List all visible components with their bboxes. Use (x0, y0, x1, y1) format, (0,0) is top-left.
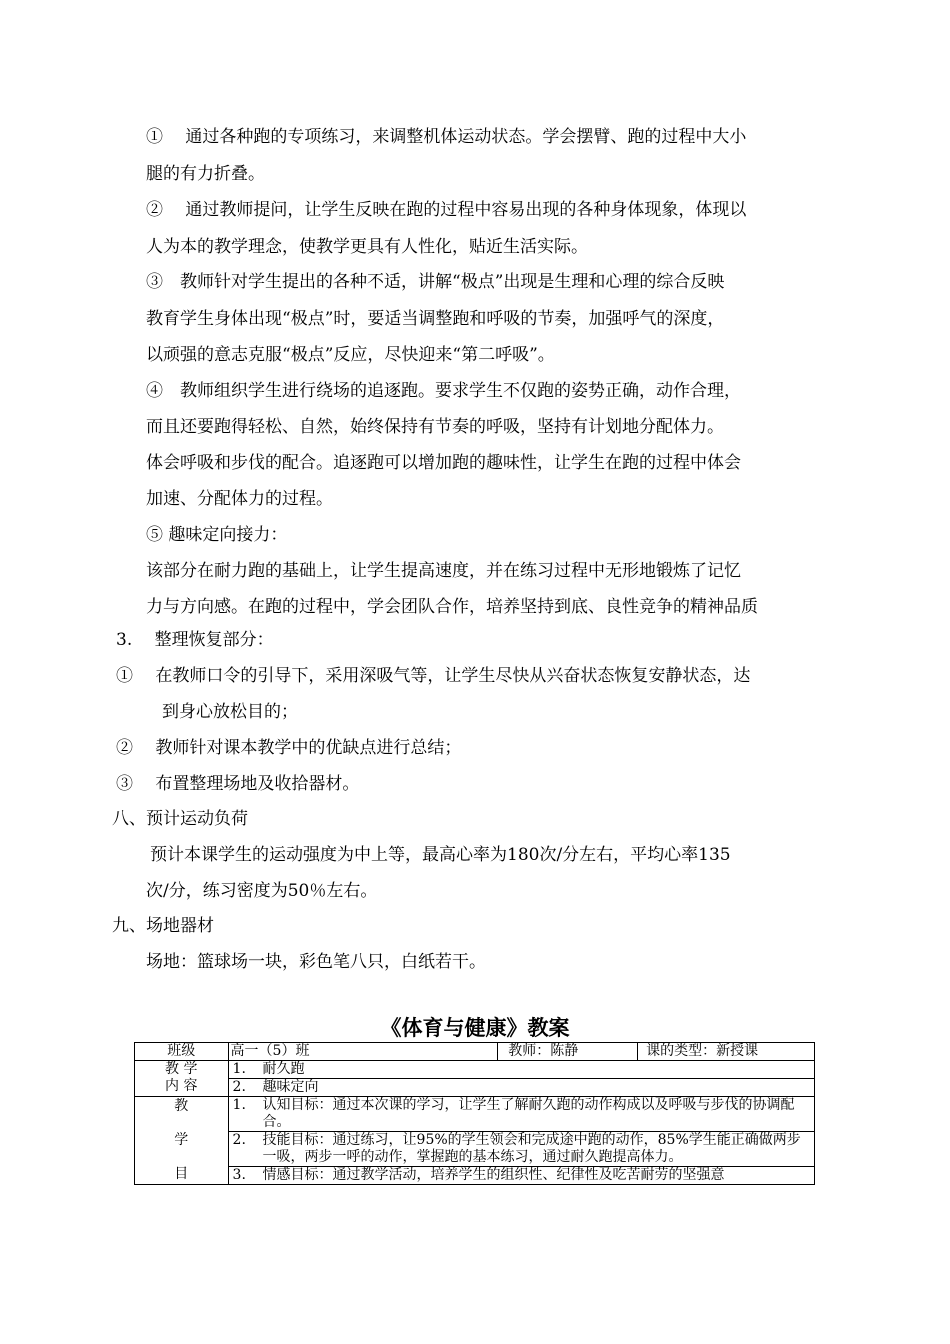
item-number: 1. (232, 1097, 246, 1113)
body-line: 到身心放松目的； (162, 702, 298, 722)
section-heading: 3. 整理恢复部分： (116, 630, 274, 650)
item-number: 1. (232, 1061, 246, 1077)
class-value: 高一（5）班 (228, 1043, 498, 1061)
body-line: ③ 布置整理场地及收拾器材。 (116, 774, 360, 794)
teacher-cell: 教师：陈静 (498, 1043, 638, 1061)
item-text: 情感目标：通过教学活动，培养学生的组织性、纪律性及吃苦耐劳的坚强意 (262, 1167, 725, 1183)
body-line: ④ 教师组织学生进行绕场的追逐跑。要求学生不仅跑的姿势正确，动作合理， (146, 381, 741, 401)
list-item (229, 1166, 814, 1184)
list-item (229, 1097, 814, 1131)
list-item (229, 1131, 814, 1166)
body-line: 次/分，练习密度为50％左右。 (146, 881, 378, 901)
goal-label (135, 1097, 229, 1185)
list-item (229, 1078, 814, 1096)
item-text: 耐久跑 (262, 1061, 305, 1077)
section-heading: 九、场地器材 (112, 916, 214, 936)
body-line: ① 通过各种跑的专项练习，来调整机体运动状态。学会摆臂、跑的过程中大小 (146, 127, 747, 147)
body-line: ③ 教师针对学生提出的各种不适，讲解“极点”出现是生理和心理的综合反映 (146, 272, 725, 292)
goal-label-line: 目 (174, 1166, 189, 1182)
item-text: 趣味定向 (262, 1079, 319, 1095)
item-number: 2. (232, 1132, 246, 1148)
body-line: 腿的有力折叠。 (146, 164, 265, 184)
body-line: 而且还要跑得轻松、自然，始终保持有节奏的呼吸，坚持有计划地分配体力。 (146, 417, 724, 437)
body-line: 场地：篮球场一块，彩色笔八只，白纸若干。 (146, 952, 486, 972)
body-line: ② 通过教师提问，让学生反映在跑的过程中容易出现的各种身体现象，体现以 (146, 200, 747, 220)
item-text: 认知目标：通过本次课的学习，让学生了解耐久跑的动作构成以及呼吸与步伐的协调配合。 (262, 1097, 795, 1130)
goal-label-line: 教 (174, 1098, 189, 1114)
lesson-type-cell: 课的类型：新授课 (638, 1043, 815, 1061)
body-line: 预计本课学生的运动强度为中上等，最高心率为180次/分左右，平均心率135 (150, 845, 731, 865)
lesson-plan-title: 《体育与健康》教案 (380, 1015, 570, 1040)
class-label: 班级 (135, 1043, 229, 1061)
table-row (135, 1061, 815, 1097)
content-items (228, 1061, 814, 1097)
body-line: 该部分在耐力跑的基础上，让学生提高速度，并在练习过程中无形地锻炼了记忆 (146, 561, 741, 581)
content-label (135, 1061, 229, 1097)
body-line: 人为本的教学理念，使教学更具有人性化，贴近生活实际。 (146, 237, 588, 257)
body-line: ① 在教师口令的引导下，采用深吸气等，让学生尽快从兴奋状态恢复安静状态，达 (116, 666, 751, 686)
table-row (135, 1043, 815, 1061)
body-line: 教育学生身体出现“极点”时，要适当调整跑和呼吸的节奏，加强呼气的深度， (146, 309, 725, 329)
body-line: ② 教师针对课本教学中的优缺点进行总结； (116, 738, 462, 758)
item-number: 3. (232, 1167, 246, 1183)
body-line: 加速、分配体力的过程。 (146, 489, 333, 509)
body-line: ⑤ 趣味定向接力： (146, 525, 288, 545)
item-text: 技能目标：通过练习，让95%的学生领会和完成途中跑的动作，85%学生能正确做两步一吸，两步一呼的动作，掌握跑的基本练习，通过耐久跑提高体力。 (262, 1132, 801, 1165)
list-item (229, 1061, 814, 1078)
body-line: 以顽强的意志克服“极点”反应，尽快迎来“第二呼吸”。 (146, 345, 555, 365)
goal-label-line: 学 (174, 1132, 189, 1148)
body-line: 力与方向感。在跑的过程中，学会团队合作，培养坚持到底、良性竞争的精神品质 (146, 597, 758, 617)
content-label-line: 教 学 (165, 1061, 198, 1077)
goal-items (228, 1097, 814, 1185)
section-heading: 八、预计运动负荷 (112, 809, 248, 829)
item-number: 2. (232, 1079, 246, 1095)
body-line: 体会呼吸和步伐的配合。追逐跑可以增加跑的趣味性，让学生在跑的过程中体会 (146, 453, 741, 473)
content-label-line: 内 容 (165, 1078, 198, 1094)
lesson-plan-table (134, 1042, 815, 1185)
table-row (135, 1097, 815, 1185)
